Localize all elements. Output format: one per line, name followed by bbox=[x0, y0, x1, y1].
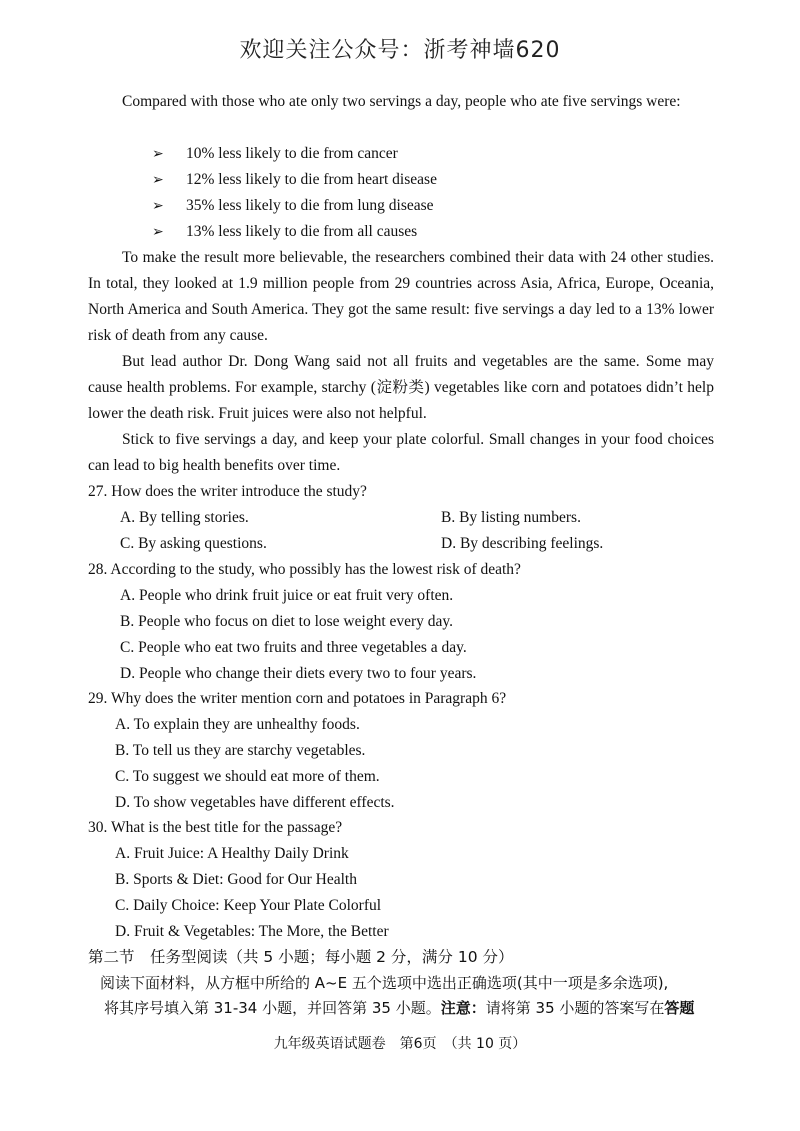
body-paragraph: To make the result more believable, the researchers combined their data with 24 other studies. In total, they looked at 1.9 million people from 29 countries across Asia, Africa, Europe, Oceania, North America and South America. They got the same result: five servings a day led to a 13% lower risk of death from any cause. bbox=[88, 249, 714, 344]
body-paragraph: Stick to five servings a day, and keep your plate colorful. Small changes in your food choices can lead to big health benefits over time. bbox=[88, 431, 714, 474]
section-heading: 第二节 任务型阅读（共 5 小题；每小题 2 分，满分 10 分） bbox=[88, 948, 514, 966]
answer-option: A. Fruit Juice: A Healthy Daily Drink bbox=[115, 845, 349, 862]
instructions-line: 阅读下面材料，从方框中所给的 A~E 五个选项中选出正确选项(其中一项是多余选项), bbox=[100, 974, 669, 992]
answer-option: C. To suggest we should eat more of them. bbox=[115, 768, 380, 785]
watermark-header: 欢迎关注公众号：浙考神墙620 bbox=[239, 38, 561, 63]
answer-option: A. People who drink fruit juice or eat fruit very often. bbox=[120, 587, 454, 604]
instructions-line: 将其序号填入第 31-34 小题，并回答第 35 小题。注意：请将第 35 小题的答案写在答题 bbox=[104, 999, 695, 1017]
answer-option: C. Daily Choice: Keep Your Plate Colorful bbox=[115, 897, 382, 914]
bullet-item: ➢ 13% less likely to die from all causes bbox=[152, 219, 417, 245]
answer-option: D. People who change their diets every two to four years. bbox=[120, 665, 477, 682]
answer-option: B. To tell us they are starchy vegetables. bbox=[115, 742, 366, 759]
answer-option: A. By telling stories. bbox=[120, 509, 249, 526]
question-stem: 29. Why does the writer mention corn and potatoes in Paragraph 6? bbox=[88, 690, 507, 707]
answer-option: D. Fruit & Vegetables: The More, the Better bbox=[115, 923, 389, 940]
answer-option: B. People who focus on diet to lose weight every day. bbox=[120, 613, 454, 630]
answer-option: D. By describing feelings. bbox=[441, 535, 604, 552]
body-paragraph: But lead author Dr. Dong Wang said not all fruits and vegetables are the same. Some may cause health problems. For example, starchy (淀粉类) vegetables like corn and potatoes didn’t help lower the death risk. Fruit juices were also not helpful. bbox=[88, 353, 714, 422]
arrow-bullet-icon: ➢ bbox=[152, 146, 164, 162]
arrow-bullet-icon: ➢ bbox=[152, 224, 164, 240]
question-stem: 28. According to the study, who possibly has the lowest risk of death? bbox=[88, 561, 521, 578]
answer-option: B. Sports & Diet: Good for Our Health bbox=[115, 871, 357, 888]
bullet-item: ➢ 35% less likely to die from lung disease bbox=[152, 193, 434, 219]
arrow-bullet-icon: ➢ bbox=[152, 198, 164, 214]
bullet-item: ➢ 12% less likely to die from heart disease bbox=[152, 167, 437, 193]
arrow-bullet-icon: ➢ bbox=[152, 172, 164, 188]
question-stem: 30. What is the best title for the passage? bbox=[88, 819, 343, 836]
answer-option: C. By asking questions. bbox=[120, 535, 267, 552]
bullet-item: ➢ 10% less likely to die from cancer bbox=[152, 141, 398, 167]
answer-option: C. People who eat two fruits and three vegetables a day. bbox=[120, 639, 467, 656]
answer-option: A. To explain they are unhealthy foods. bbox=[115, 716, 360, 733]
question-stem: 27. How does the writer introduce the study? bbox=[88, 483, 367, 500]
page-footer: 九年级英语试题卷 第6页 （共 10 页） bbox=[273, 1036, 527, 1052]
answer-option: B. By listing numbers. bbox=[441, 509, 581, 526]
intro-paragraph: Compared with those who ate only two servings a day, people who ate five servings were: bbox=[122, 93, 681, 110]
answer-option: D. To show vegetables have different effects. bbox=[115, 794, 395, 811]
